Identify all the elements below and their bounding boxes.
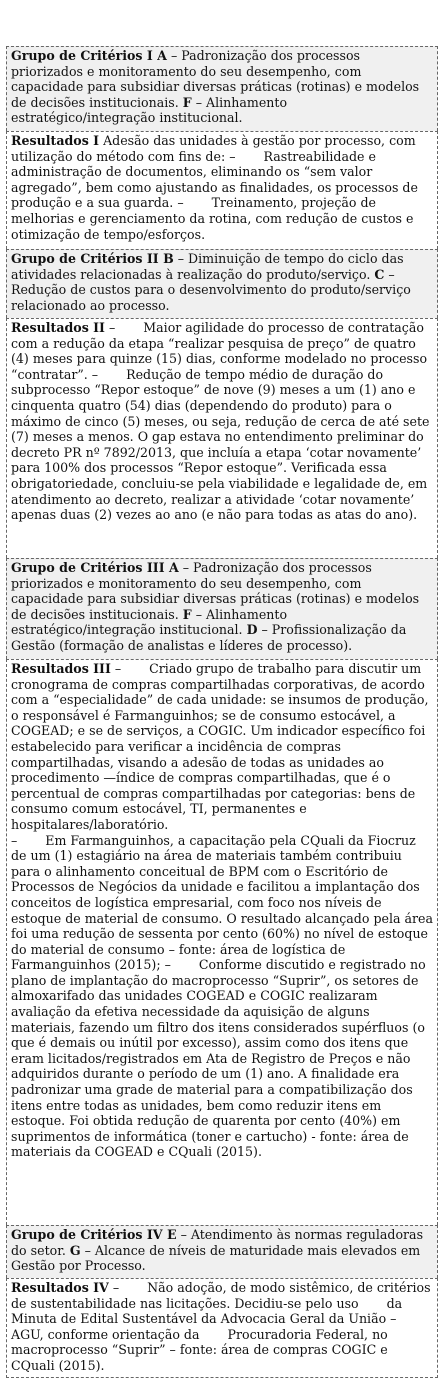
results-3-paragraph-b <box>11 833 433 1160</box>
criteria-f-text: – Alinhamento estratégico/integração institucional. <box>11 94 288 126</box>
criteria-group-2 <box>6 249 438 318</box>
criteria-c-label: C <box>374 266 385 282</box>
results-3-dash-b: – <box>11 832 18 848</box>
criteria-results-table <box>6 46 438 1378</box>
results-1-text-b: Rastreabilidade e administração de documentos, eliminando os “sem valor agregado”, bem como ajustando as finalidades, os processos de produção e a sua guarda. – <box>11 148 418 211</box>
criteria-f-text-3: – Alinhamento estratégico/integração institucional. <box>11 606 288 638</box>
criteria-group-1-text: – Padronização dos processos priorizados e monitoramento do seu desempenho, com capacidade para subsidiar diversas práticas (rotinas) e modelos de decisões institucionais. <box>11 48 420 110</box>
criteria-group-4-text: – Atendimento às normas reguladoras do setor. <box>11 1227 424 1258</box>
criteria-group-3 <box>6 558 438 659</box>
results-3-dash: – <box>110 661 122 676</box>
results-3-text-a: Criado grupo de trabalho para discutir um cronograma de compras compartilhadas corporativas, de acordo com a “especialidade” de cada unidade: se insumos de produção, o responsável é Farmanguinhos; se de consumo estocável, a COGEAD; e se de serviços, a COGIC. Um indicador específico foi estabelecido para verificar a incidência de compras compartilhadas, visando a adesão de todas as unidades ao procedimento —índice de compras compartilhadas, que é o percentual de compras compartilhadas por categorias: bens de consumo comum estocável, TI, permanentes e hospitalares/laboratório. <box>11 661 429 832</box>
criteria-g-label: G <box>69 1242 81 1258</box>
results-2-text-a: Maior agilidade do processo de contratação com a redução da etapa “realizar pesquisa de preço” de quatro (4) meses para quinze (15) dias, conforme modelado no processo “contratar”. – <box>11 320 428 382</box>
results-4-dash: – <box>108 1280 120 1295</box>
results-2-text-b: Redução de tempo médio de duração do subprocesso “Repor estoque” de nove (9) meses a um (1) ano e cinquenta quatro (54) dias (dependendo do produto) para o máximo de cinco (5) meses, ou seja, redução de cerca de até sete (7) meses a menos. O gap estava no entendimento preliminar do decreto PR nº 7892/2013, que incluía a etapa ‘cotar novamente’ para 100% dos processos “Repor estoque”. Verificada essa obrigatoriedade, concluiu-se pela viabilidade e legalidade de, em atendimento ao decreto, realizar a atividade ‘cotar novamente’ apenas duas (2) vezes ao ano (e não para todas as atas do ano). <box>11 366 430 523</box>
results-1-text-c: Treinamento, projeção de melhorias e gerenciamento da rotina, com redução de custos e otimização de tempo/esforços. <box>11 195 414 242</box>
criteria-group-3-title: Grupo de Critérios III A <box>11 560 179 575</box>
criteria-f-label: F <box>182 94 192 110</box>
criteria-c-text: – Redução de custos para o desenvolvimento do produto/serviço relacionado ao processo. <box>11 266 411 313</box>
results-4 <box>6 1278 438 1378</box>
criteria-group-2-text: – Diminuição de tempo do ciclo das atividades relacionadas à realização do produto/serviço. <box>11 251 404 282</box>
criteria-group-4-title: Grupo de Critérios IV E <box>11 1227 177 1242</box>
results-2-dash: – <box>104 320 116 335</box>
criteria-d-label: D <box>246 622 258 638</box>
results-3 <box>6 659 438 1225</box>
results-1 <box>6 131 438 249</box>
criteria-group-1 <box>6 46 438 131</box>
criteria-g-text: – Alcance de níveis de maturidade mais elevados em Gestão por Processo. <box>11 1242 421 1274</box>
results-4-text-a: Não adoção, de modo sistêmico, de critérios de sustentabilidade nas licitações. Decidiu-se pelo uso <box>11 1280 431 1311</box>
criteria-d-text: – Profissionalização da Gestão (formação de analistas e líderes de processo). <box>11 622 407 653</box>
criteria-group-3-text: – Padronização dos processos priorizados e monitoramento do seu desempenho, com capacidade para subsidiar diversas práticas (rotinas) e modelos de decisões institucionais. <box>11 560 420 622</box>
criteria-group-4 <box>6 1225 438 1278</box>
results-1-text-a: Adesão das unidades à gestão por processo, com utilização do método com fins de: – <box>11 133 416 164</box>
results-2 <box>6 318 438 558</box>
results-2-title: Resultados II <box>11 320 105 335</box>
results-3-text-c: Conforme discutido e registrado no plano de implantação do macroprocesso “Suprir”, os setores de almoxarifado das unidades COGEAD e COGIC realizaram avaliação da efetiva necessidade da aquisição de alguns materiais, fazendo um filtro dos itens considerados supérfluos (o que é demais ou inútil por excesso), assim como dos itens que eram licitados/registrados em Ata de Registro de Preços e não adquiridos durante o período de um (1) ano. A finalidade era padronizar uma grade de material para a compatibilização dos itens entre todas as unidades, bem como reduzir itens em estoque. Foi obtida redução de quarenta por cento (40%) em suprimentos de informática (toner e cartucho) - fonte: área de materiais da COGEAD e CQuali (2015). <box>11 957 426 1160</box>
results-4-text-c: Procuradoria Federal, no macroprocesso “Suprir” – fonte: área de compras COGIC e CQuali (2015). <box>11 1326 388 1373</box>
results-1-title: Resultados I <box>11 133 100 148</box>
results-4-title: Resultados IV <box>11 1280 109 1295</box>
criteria-group-1-title: Grupo de Critérios I A <box>11 48 167 63</box>
criteria-f-label-3: F <box>182 606 192 622</box>
criteria-group-2-title: Grupo de Critérios II B <box>11 251 174 266</box>
results-3-text-b: Em Farmanguinhos, a capacitação pela CQuali da Fiocruz de um (1) estagiário na área de materiais também contribuiu para o alinhamento conceitual de BPM com o Escritório de Processos de Negócios da unidade e facilitou a implantação dos conceitos de logística empresarial, com foco nos níveis de estoque de material de consumo. O resultado alcançado pela área foi uma redução de sessenta por cento (60%) no nível de estoque do material de consumo – fonte: área de logística de Farmanguinhos (2015); – <box>11 832 433 973</box>
results-3-title: Resultados III <box>11 661 111 676</box>
results-4-text-b: da Minuta de Edital Sustentável da Advocacia Geral da União – AGU, conforme orientação da <box>11 1295 403 1342</box>
